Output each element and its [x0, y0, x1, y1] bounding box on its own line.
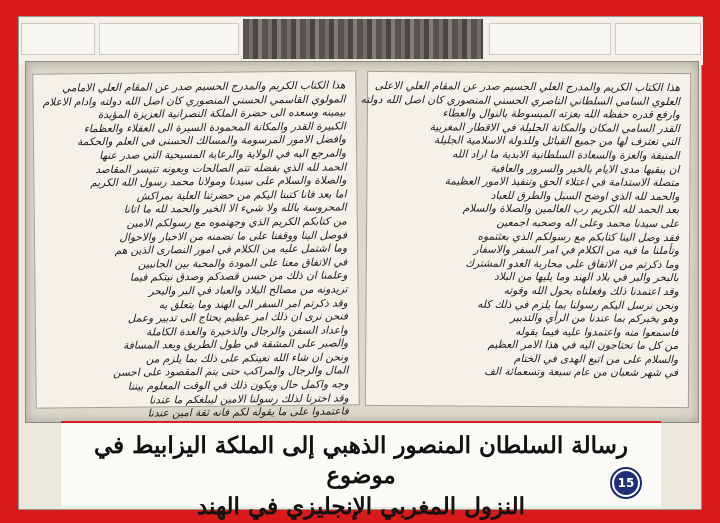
- strip-paper-block: [21, 23, 95, 55]
- manuscript-line: التي تعترف لها من جميع القبائل وللدولة الاسلامية الجليلة: [434, 134, 680, 149]
- manuscript-line: هذا الكتاب الكريم والمدرج الحسيم صدر عن المقام العلي الامامي: [62, 79, 346, 95]
- caption-line-1: رسالة السلطان المنصور الذهبي إلى الملكة اليزابيط في موضوع: [93, 432, 629, 489]
- manuscript-line: من كل ما تحتاجون اليه في هذا الامر العظيم: [487, 339, 679, 353]
- manuscript-line: وافضل الامور المرسومة والمسالك الحسنى في العلم والحكمة: [77, 133, 347, 149]
- manuscript-line: وعلمنا ان ذلك من حسن قصدكم وصدق نيتكم فيما: [129, 269, 348, 285]
- manuscript-line: بالبحر والبر في بلاد الهند وما يليها من البلاد: [494, 271, 679, 285]
- manuscript-right-page: [360, 71, 691, 408]
- manuscript-line: القدر السامي المكان والمكانة الجليلة في الاقطار المغربية: [429, 121, 680, 135]
- strip-paper-block: [489, 23, 611, 55]
- manuscript-line: على سيدنا محمد وعلى اله وصحبه اجمعين: [496, 216, 680, 230]
- manuscript-image: [25, 61, 699, 423]
- strip-paper-block: [99, 23, 239, 55]
- manuscript-line: وجه واكمل حال ويكون ذلك في الوقت المعلوم بيننا: [127, 378, 349, 393]
- manuscript-line: فاعتمدوا على ما يقوله لكم فانه ثقة امين عندنا: [147, 405, 349, 420]
- manuscript-line: والصبر على المشقة في طول الطريق وبعد المسافة: [123, 337, 349, 353]
- manuscript-line: من كتابكم الكريم الذي وجهتموه مع رسولكم الامين: [126, 215, 347, 230]
- manuscript-line: تريدونه من مصالح البلاد والعباد في البر والبحر: [148, 283, 348, 298]
- manuscript-line: واعداد السفن والرجال والذخيرة والعدة الكاملة: [145, 324, 349, 339]
- manuscript-line: الحمد لله الذي بفضله تتم الصالحات وبعونه تتيسر المقاصد: [95, 160, 347, 176]
- manuscript-line: في شهر شعبان من عام سبعة وتسعمائة الف: [484, 366, 679, 380]
- manuscript-line: والحمد لله الذي اوضح السبل والطرق للعباد: [490, 189, 680, 203]
- manuscript-line: ونحن ان شاء الله نعينكم على ذلك بما يلزم من: [145, 351, 349, 366]
- manuscript-line: متصلة الاستدامة في اعتلاء الحق وتنفيذ الامور العظيمة: [444, 175, 680, 190]
- manuscript-left-page: [32, 70, 359, 420]
- page-number-badge: [610, 467, 642, 499]
- manuscript-line: والصلاة والسلام على سيدنا ومولانا محمد رسول الله الكريم: [90, 174, 347, 190]
- manuscript-line: وقد اعتمدنا ذلك وفعلناه بحول الله وقوته: [503, 284, 679, 298]
- photo-frame: [18, 16, 702, 520]
- manuscript-line: ان يبقيها مدى الايام بالخير والسرور والعافية: [490, 162, 680, 176]
- manuscript-line: المولوي القاسمي الحسني المنصوري كان اصل الله دولته وادام الاعلام: [42, 93, 346, 109]
- manuscript-line: وهو يخبركم بما عندنا من الرأي والتدبير: [510, 311, 679, 326]
- manuscript-line: بيمينه وسعده الى حضرة الملكة النصرانية العزيزة المؤيدة: [97, 106, 346, 122]
- manuscript-line: المحروسة بالله ولا شيء الا الخير والحمد لله ما اتانا: [123, 201, 347, 217]
- manuscript-line: وما ذكرتم من الاتفاق على محاربة العدو المشترك: [465, 257, 679, 271]
- manuscript-line: العلوي السامي السلطاني الناصري الحسني المنصوري كان اصل الله دولته: [360, 93, 681, 108]
- manuscript-line: وما اشتمل عليه من الكلام في امور النصارى الذين هم: [114, 242, 348, 257]
- caption-line-2: النزول المغربي الإنجليزي في الهند: [196, 493, 526, 520]
- strip-dark-photo: [243, 19, 483, 59]
- manuscript-line: المنيفة والعزة والسعادة السلطانية الابدية ما اراد الله: [452, 148, 680, 163]
- manuscript-line: المال والرجال والمراكب حتى يتم المقصود على احسن: [112, 364, 349, 380]
- manuscript-line: فقد وصل الينا كتابكم مع رسولكم الذي بعثتموه: [477, 230, 680, 244]
- manuscript-line: في الاتفاق معنا على المودة والمحبة بين الجانبين: [137, 256, 348, 271]
- manuscript-line: فنحن نرى ان ذلك امر عظيم يحتاج الى تدبير وعمل: [127, 310, 348, 325]
- page-number: 15: [614, 471, 638, 495]
- strip-paper-block: [615, 23, 701, 55]
- manuscript-line: ونحن نرسل اليكم رسولنا بما يلزم في ذلك كله: [477, 298, 679, 312]
- manuscript-line: فاسمعوا منه واعتمدوا عليه فيما يقوله: [515, 325, 679, 339]
- manuscript-line: هذا الكتاب الكريم والمدرج العلي الجسيم صدر عن المقام العلي الاعلى: [374, 79, 681, 95]
- manuscript-line: والسلام على من اتبع الهدى في الختام: [513, 352, 679, 366]
- manuscript-line: وارفع قدره حفظه الله بعزته المبسوطة بالنوال والعطاء: [442, 107, 680, 122]
- top-photo-strip: [19, 17, 703, 65]
- manuscript-line: الكبيرة القدر والمكانة المحمودة السيرة الى العقلاء والعظماء: [83, 120, 346, 135]
- manuscript-line: بعد الحمد لله الكريم رب العالمين والصلاة والسلام: [462, 202, 680, 217]
- manuscript-line: وقد ذكرتم امر السفر الى الهند وما يتعلق به: [158, 296, 348, 311]
- manuscript-line: فوصل الينا ووقفنا على ما تضمنه من الاخبار والاحوال: [119, 228, 348, 244]
- manuscript-line: والمرجع اليه في الولاية والرعاية المسيحية التي صدر عنها: [99, 147, 347, 162]
- manuscript-line: وقد اخترنا لذلك رسولنا الامين ليبلغكم ما عندنا: [149, 392, 349, 407]
- caption-panel: [61, 421, 661, 520]
- manuscript-line: وتأملنا ما فيه من الكلام في امر السفر والاسفار: [473, 243, 679, 258]
- manuscript-line: اما بعد فانا كتبنا اليكم من حضرتنا العلية بمراكش: [136, 188, 347, 203]
